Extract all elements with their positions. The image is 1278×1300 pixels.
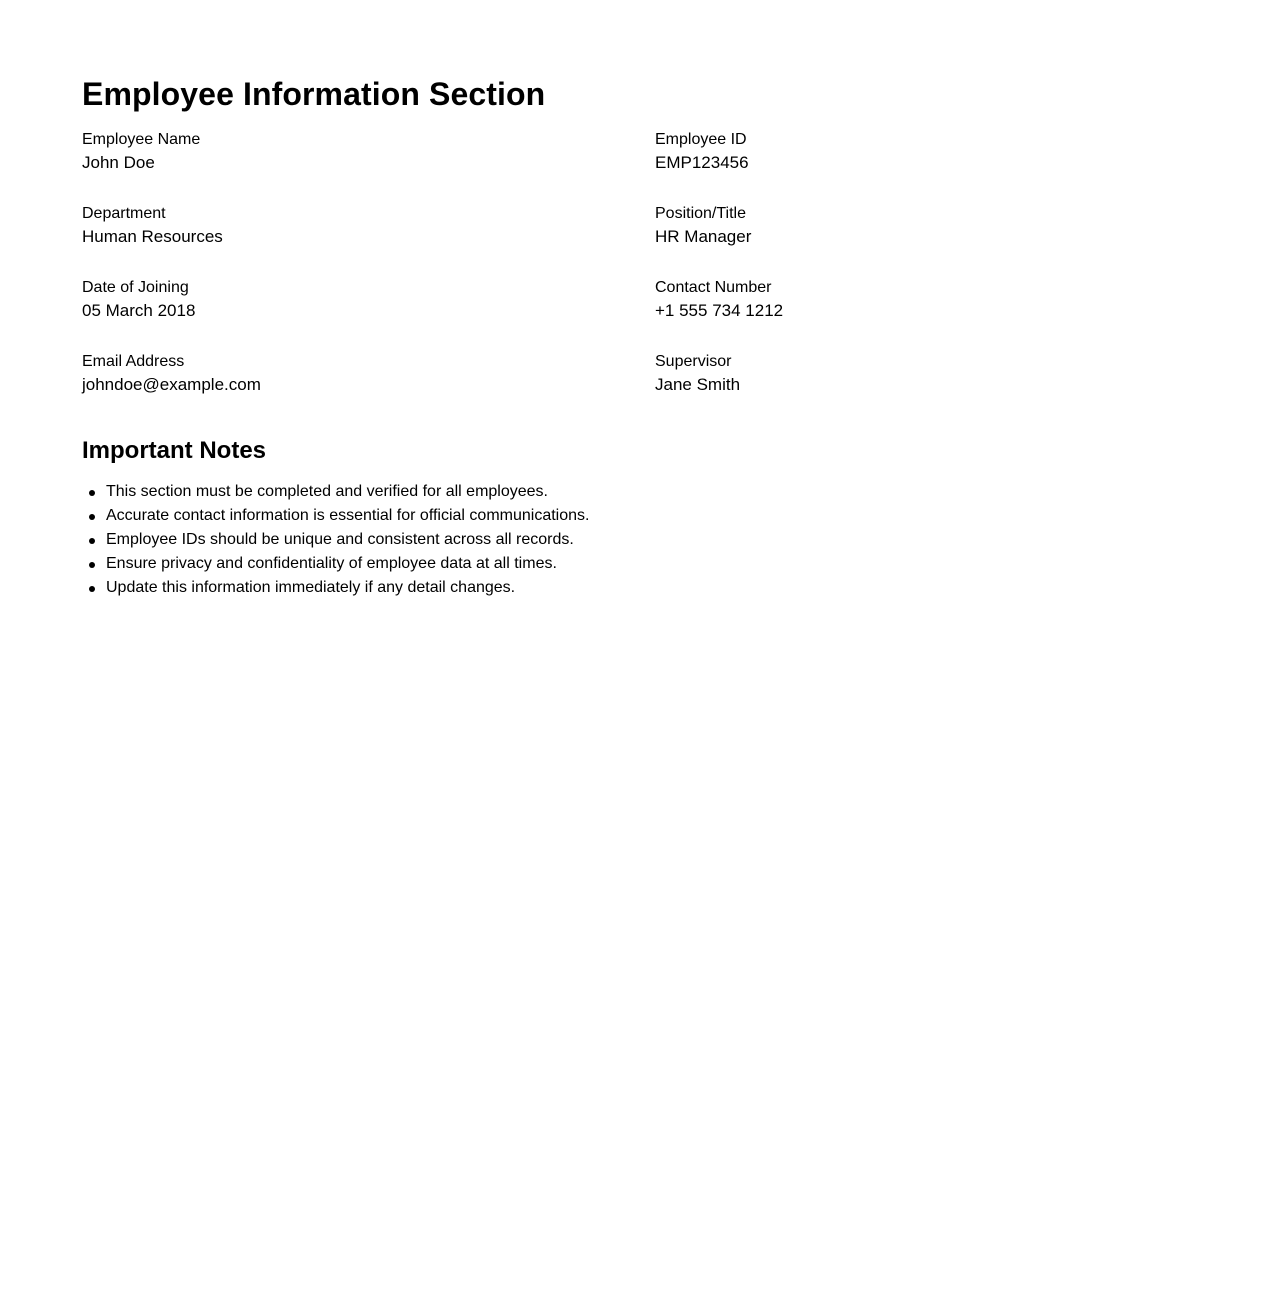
note-text: Employee IDs should be unique and consistent across all records. [106, 531, 574, 548]
bullet-icon [89, 514, 95, 520]
note-text: Ensure privacy and confidentiality of employee data at all times. [106, 555, 557, 572]
employee-fields-grid [82, 128, 1196, 424]
note-text: Accurate contact information is essential for official communications. [106, 507, 590, 524]
field-label: Contact Number [655, 279, 772, 296]
field-label: Email Address [82, 353, 185, 370]
field-contact-number [655, 276, 1196, 350]
field-email-address [82, 350, 655, 424]
field-value: John Doe [82, 153, 155, 172]
list-item [106, 528, 1196, 552]
list-item [106, 504, 1196, 528]
field-value: 05 March 2018 [82, 301, 196, 320]
field-label: Date of Joining [82, 279, 189, 296]
field-label: Position/Title [655, 205, 746, 222]
notes-list [82, 480, 1196, 600]
list-item [106, 576, 1196, 600]
field-label: Employee Name [82, 131, 201, 148]
list-item [106, 552, 1196, 576]
notes-title: Important Notes [82, 437, 267, 464]
field-value: Jane Smith [655, 375, 741, 394]
page-title: Employee Information Section [82, 76, 546, 112]
field-label: Employee ID [655, 131, 747, 148]
bullet-icon [89, 538, 95, 544]
note-text: This section must be completed and verified for all employees. [106, 483, 548, 500]
bullet-icon [89, 562, 95, 568]
field-label: Department [82, 205, 166, 222]
field-value: Human Resources [82, 227, 223, 246]
field-employee-id [655, 128, 1196, 202]
field-supervisor [655, 350, 1196, 424]
field-value: johndoe@example.com [82, 375, 261, 394]
field-department [82, 202, 655, 276]
field-value: +1 555 734 1212 [655, 301, 784, 320]
list-item [106, 480, 1196, 504]
note-text: Update this information immediately if any detail changes. [106, 579, 516, 596]
field-position-title [655, 202, 1196, 276]
field-date-of-joining [82, 276, 655, 350]
bullet-icon [89, 586, 95, 592]
field-value: EMP123456 [655, 153, 749, 172]
field-employee-name [82, 128, 655, 202]
field-label: Supervisor [655, 353, 732, 370]
bullet-icon [89, 490, 95, 496]
field-value: HR Manager [655, 227, 752, 246]
